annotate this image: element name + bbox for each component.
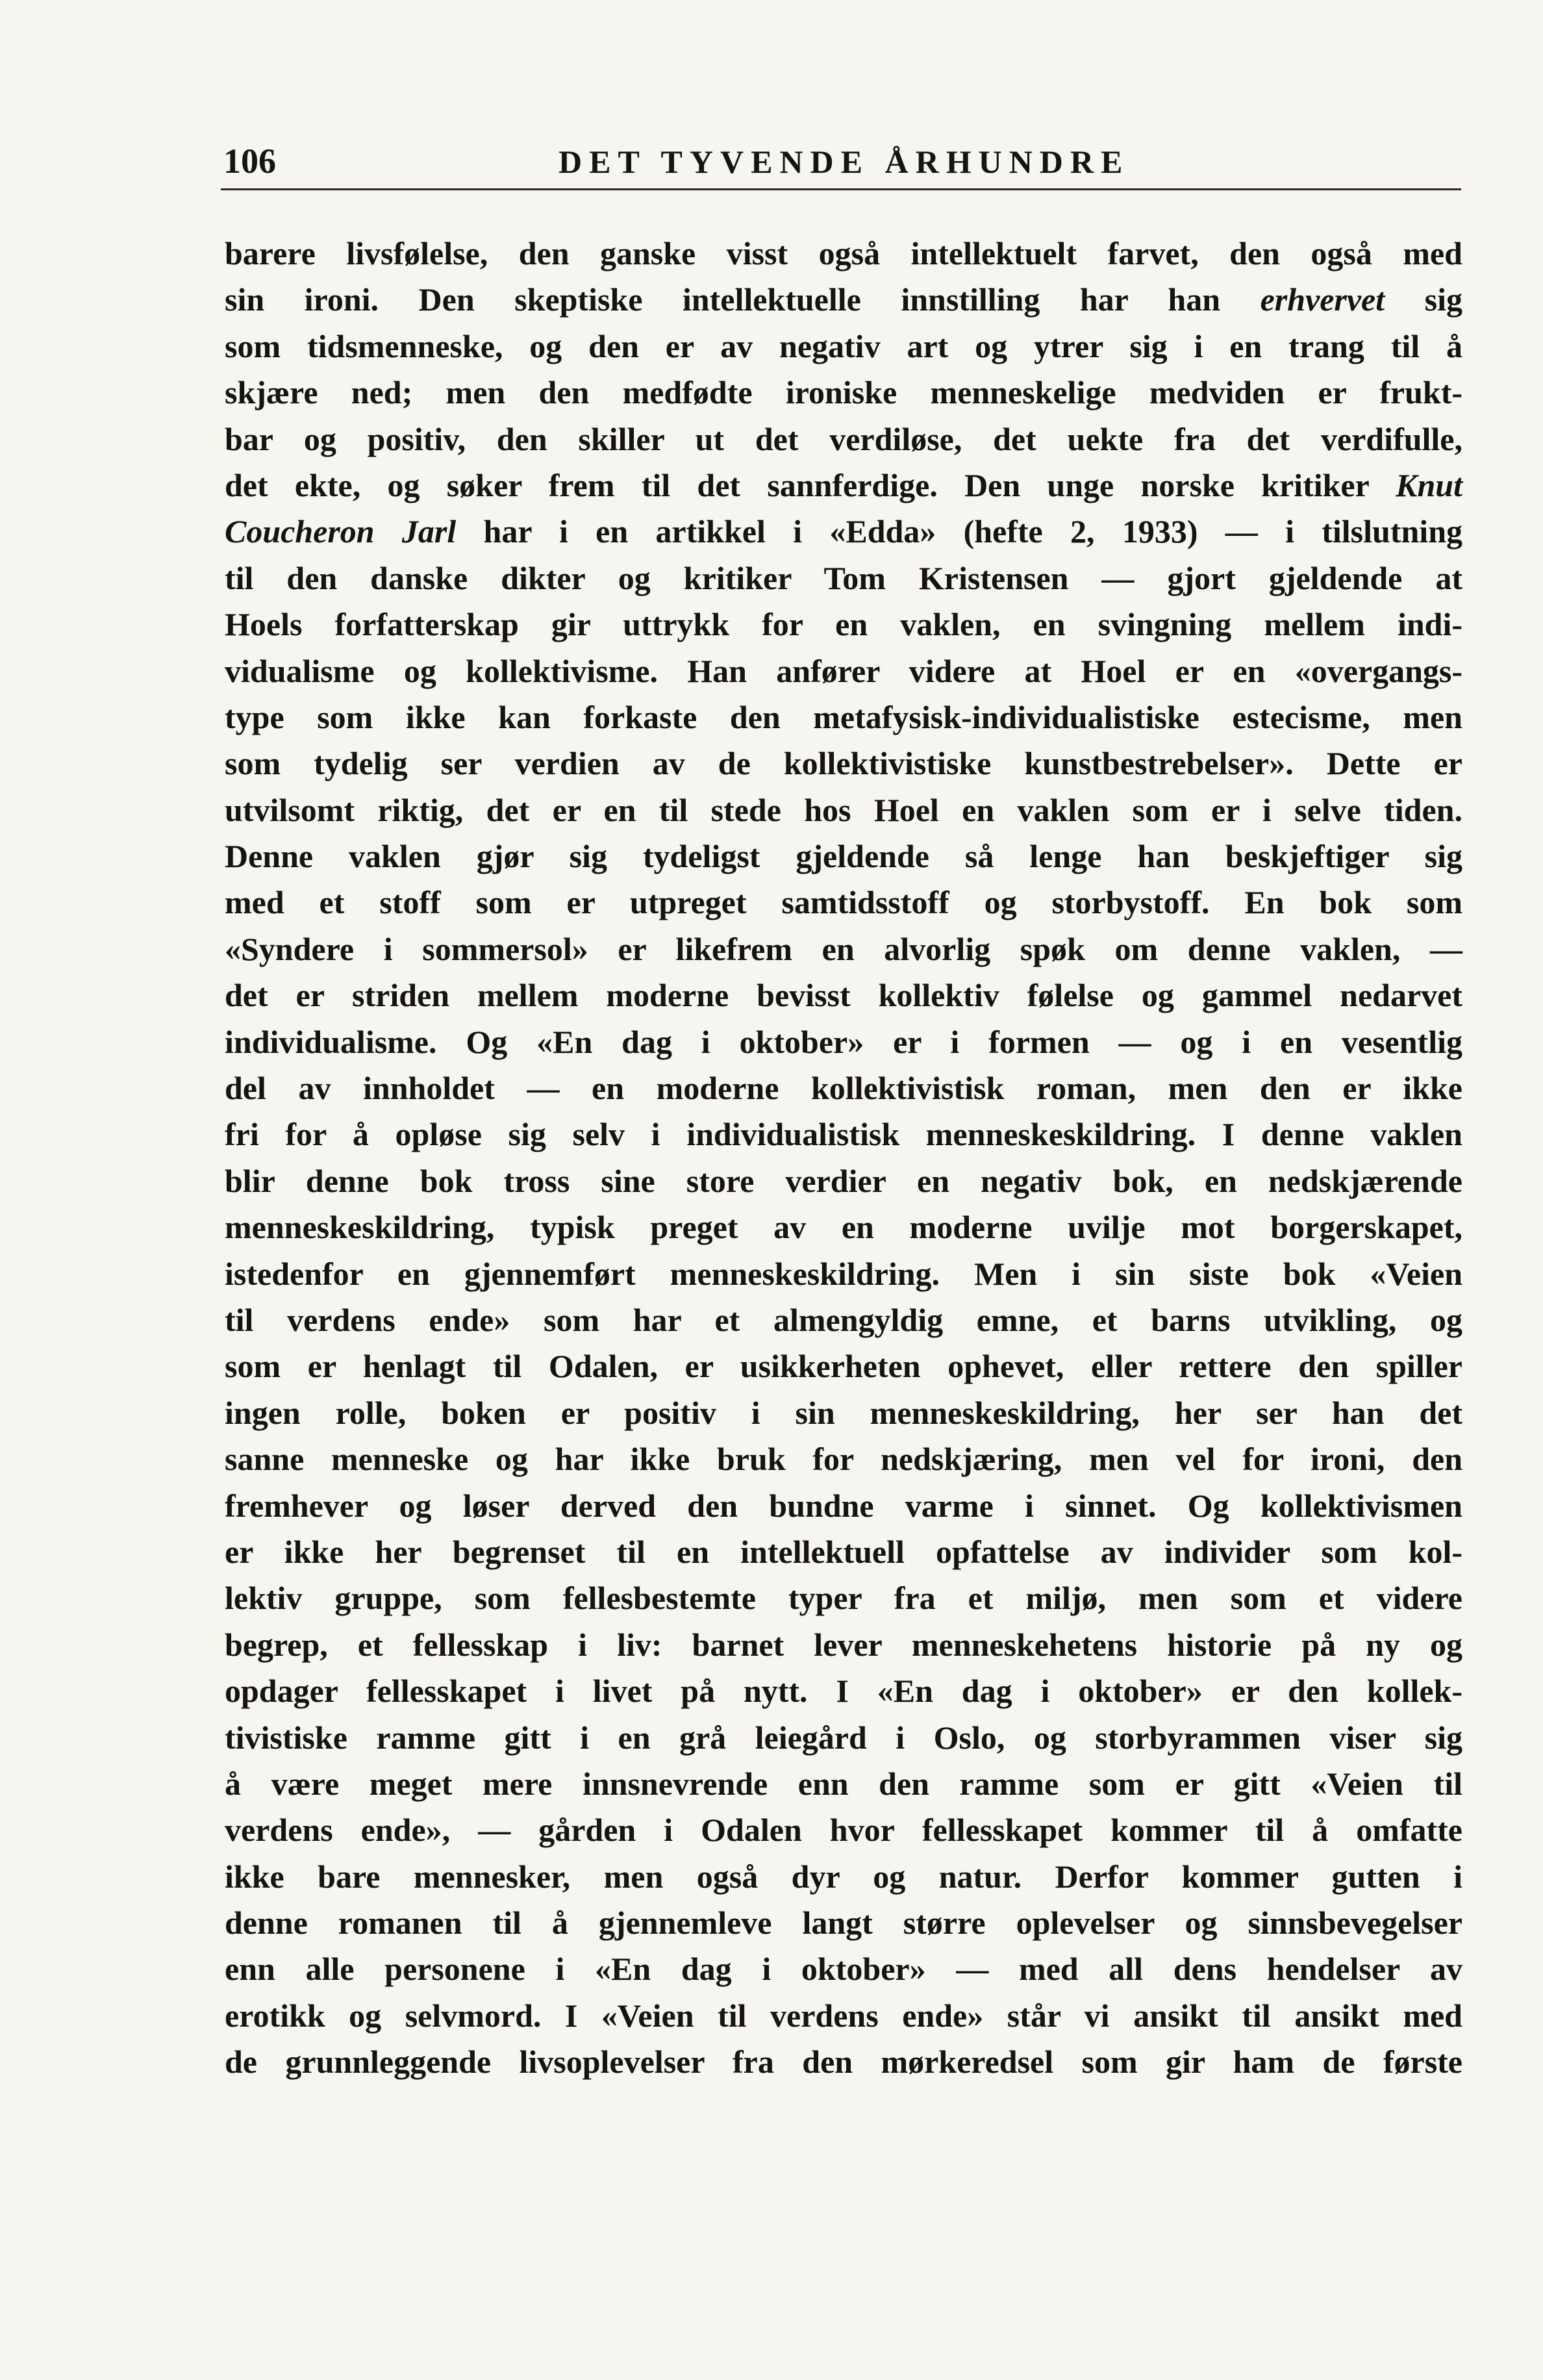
text-line: enn alle personene i «En dag i oktober» — med all dens hendelser av bbox=[225, 1951, 1462, 1988]
text-line: menneskeskildring, typisk preget av en moderne uvilje mot borgerskapet, bbox=[225, 1209, 1462, 1246]
text-line: istedenfor en gjennemført menneskeskildring. Men i sin siste bok «Veien bbox=[225, 1255, 1462, 1292]
text-line: ikke bare mennesker, men også dyr og natur. Derfor kommer gutten i bbox=[225, 1858, 1462, 1895]
text-line: til verdens ende» som har et almengyldig emne, et barns utvikling, og bbox=[225, 1301, 1462, 1338]
text-line: tivistiske ramme gitt i en grå leiegård i Oslo, og storbyrammen viser sig bbox=[225, 1719, 1462, 1756]
text-line: lektiv gruppe, som fellesbestemte typer fra et miljø, men som et videre bbox=[225, 1580, 1462, 1617]
text-line: fri for å opløse sig selv i individualistisk menneskeskildring. I denne vaklen bbox=[225, 1116, 1462, 1153]
text-line: denne romanen til å gjennemleve langt større oplevelser og sinnsbevegelser bbox=[225, 1905, 1462, 1942]
page-number: 106 bbox=[223, 142, 276, 181]
page-header bbox=[221, 136, 1461, 182]
text-line: de grunnleggende livsoplevelser fra den mørkeredsel som gir ham de første bbox=[225, 2044, 1462, 2081]
text-line: del av innholdet — en moderne kollektivistisk roman, men den er ikke bbox=[225, 1070, 1462, 1107]
text-line: sin ironi. Den skeptiske intellektuelle innstilling har han erhvervet sig bbox=[225, 281, 1462, 318]
text-line: barere livsfølelse, den ganske visst også intellektuelt farvet, den også med bbox=[225, 235, 1462, 272]
text-line: med et stoff som er utpreget samtidsstoff og storbystoff. En bok som bbox=[225, 884, 1462, 921]
text-line: opdager fellesskapet i livet på nytt. I «En dag i oktober» er den kollek- bbox=[225, 1673, 1462, 1710]
text-line: å være meget mere innsnevrende enn den ramme som er gitt «Veien til bbox=[225, 1765, 1462, 1802]
running-title: DET TYVENDE ÅRHUNDRE bbox=[558, 144, 1130, 180]
text-line: Denne vaklen gjør sig tydeligst gjeldende så lenge han beskjeftiger sig bbox=[225, 838, 1462, 875]
text-line: er ikke her begrenset til en intellektuell opfattelse av individer som kol- bbox=[225, 1533, 1462, 1570]
text-line: individualisme. Og «En dag i oktober» er i formen — og i en vesentlig bbox=[225, 1023, 1462, 1060]
text-line: det ekte, og søker frem til det sannferdige. Den unge norske kritiker Knut bbox=[225, 466, 1462, 503]
text-line: ingen rolle, boken er positiv i sin menneskeskildring, her ser han det bbox=[225, 1394, 1462, 1431]
text-line: Coucheron Jarl har i en artikkel i «Edda» (hefte 2, 1933) — i tilslutning bbox=[225, 513, 1462, 550]
text-line: type som ikke kan forkaste den metafysisk-individualistiske estecisme, men bbox=[225, 698, 1462, 735]
text-line: verdens ende», — gården i Odalen hvor fellesskapet kommer til å omfatte bbox=[225, 1812, 1462, 1849]
text-line: fremhever og løser derved den bundne varme i sinnet. Og kollektivismen bbox=[225, 1487, 1462, 1524]
text-line: som tidsmenneske, og den er av negativ art og ytrer sig i en trang til å bbox=[225, 327, 1462, 364]
text-line: «Syndere i sommersol» er likefrem en alvorlig spøk om denne vaklen, — bbox=[225, 930, 1462, 967]
text-line: til den danske dikter og kritiker Tom Kristensen — gjort gjeldende at bbox=[225, 559, 1462, 596]
text-line: bar og positiv, den skiller ut det verdiløse, det uekte fra det verdifulle, bbox=[225, 420, 1462, 457]
header-rule bbox=[221, 188, 1461, 190]
body-text bbox=[225, 231, 1462, 2086]
text-line: som tydelig ser verdien av de kollektivistiske kunstbestrebelser». Dette er bbox=[225, 745, 1462, 782]
text-line: Hoels forfatterskap gir uttrykk for en vaklen, en svingning mellem indi- bbox=[225, 606, 1462, 643]
text-line: som er henlagt til Odalen, er usikkerheten ophevet, eller rettere den spiller bbox=[225, 1348, 1462, 1385]
text-line: vidualisme og kollektivisme. Han anfører videre at Hoel er en «overgangs- bbox=[225, 652, 1462, 689]
text-line: skjære ned; men den medfødte ironiske menneskelige medviden er frukt- bbox=[225, 374, 1462, 411]
text-line: det er striden mellem moderne bevisst kollektiv følelse og gammel nedarvet bbox=[225, 977, 1462, 1014]
text-line: utvilsomt riktig, det er en til stede hos Hoel en vaklen som er i selve tiden. bbox=[225, 791, 1462, 828]
text-line: begrep, et fellesskap i liv: barnet lever menneskehetens historie på ny og bbox=[225, 1626, 1462, 1663]
text-line: blir denne bok tross sine store verdier en negativ bok, en nedskjærende bbox=[225, 1162, 1462, 1199]
text-line: sanne menneske og har ikke bruk for nedskjæring, men vel for ironi, den bbox=[225, 1441, 1462, 1478]
text-line: erotikk og selvmord. I «Veien til verdens ende» står vi ansikt til ansikt med bbox=[225, 1997, 1462, 2034]
